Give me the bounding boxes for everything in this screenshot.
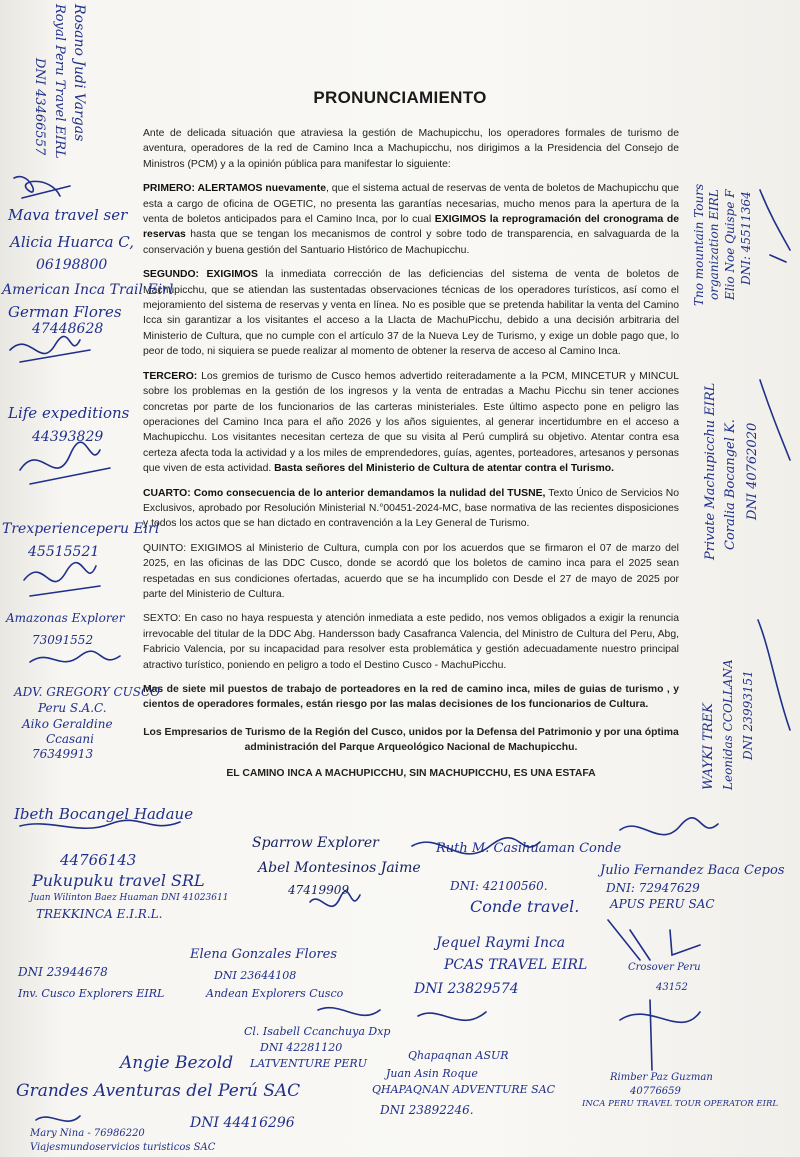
signature-scribble-9 [620,818,718,835]
segundo-text: la inmediata corrección de las deficiencias del sistema de venta de boletos de Machupicchu, que se atiendan las sustentadas observaciones técnicas de los operadores turísticos, así como el mejoramiento del sistema de reservas y venta en línea. No es posible que se pretenda habilitar la venta del Camino Icca sin garantizar a los visitantes el acceso a la Llacta de MachuPicchu, debido a una decisión arbitraria del Ministerio de Cultura, que no cumple con el artículo 37 de la Nueva Ley de Turismo, y exige un doble pago que, lo peor de todo, ni siquiera se puede realizar al momento de obtener la reserva de acceso al Camino Inca. [143,269,679,358]
signature-scribble-13 [620,1000,700,1070]
handwritten-left-11: Amazonas Explorer [6,611,125,625]
handwritten-bottom-19: APUS PERU SAC [610,897,715,911]
slogan: EL CAMINO INCA A MACHUPICCHU, SIN MACHUPICCHU, ES UNA ESTAFA [226,767,596,779]
signature-scribble-1 [14,177,70,198]
handwritten-top-left-3: DNI 43466557 [32,58,47,156]
handwritten-bottom-26: DNI 42281120 [260,1041,343,1054]
handwritten-bottom-24: DNI 23829574 [414,981,519,997]
handwritten-bottom-22: Jequel Raymi Inca [436,935,566,951]
signature-scribble-5 [30,651,120,662]
handwritten-bottom-35: Rimber Paz Guzman [610,1072,713,1083]
handwritten-bottom-37: INCA PERU TRAVEL TOUR OPERATOR EIRL [582,1099,779,1109]
handwritten-bottom-15: DNI: 42100560. [450,879,548,893]
segundo-lead: SEGUNDO: EXIGIMOS [143,269,258,281]
handwritten-right-3b: Leonidas CCOLLANA [721,659,735,790]
signature-scribble-14 [36,1116,80,1121]
signature-scribble-4 [24,563,100,596]
handwritten-left-13: ADV. GREGORY CUSCO [14,685,161,699]
handwritten-bottom-4: Juan Wilinton Baez Huaman DNI 41023611 [30,893,229,903]
handwritten-right-3c: DNI 23993151 [741,670,755,760]
handwritten-right-2a: Private Machupicchu EIRL [703,382,718,560]
handwritten-bottom-7: Inv. Cusco Explorers EIRL [18,987,165,1000]
handwritten-bottom-1: Ibeth Bocangel Hadaue [14,805,194,823]
handwritten-bottom-29: Juan Asin Roque [386,1067,478,1080]
handwritten-left-7: Life expeditions [8,404,130,422]
handwritten-bottom-10: 47419909 [288,883,350,897]
signature-scribble-8 [412,838,540,854]
handwritten-left-17: 76349913 [32,747,94,761]
handwritten-right-3a: WAYKI TREK [701,703,716,790]
signature-scribble-16 [760,380,790,460]
tercero-lead: TERCERO: [143,370,198,382]
handwritten-bottom-27: LATVENTURE PERU [250,1057,367,1070]
handwritten-right-1d: DNI: 45511364 [739,191,753,285]
handwritten-bottom-14: Ruth M. Casihuaman Conde [436,841,622,856]
signature-scribble-11 [318,1008,380,1016]
handwritten-bottom-25: Cl. Isabell Ccanchuya Dxp [244,1025,391,1038]
handwritten-bottom-2: 44766143 [60,851,137,869]
signature-scribble-17 [758,620,790,730]
handwritten-left-5: German Flores [8,303,122,321]
handwritten-left-1: Mava travel ser [8,206,128,224]
handwritten-right-1a: Tno mountain Tours [692,183,706,306]
handwritten-right-1b: organization EIRL [707,189,721,300]
handwritten-bottom-34: DNI 44416296 [190,1115,295,1131]
handwritten-bottom-9: Abel Montesinos Jaime [258,860,421,876]
tercero-tail: Basta señores del Ministerio de Cultura de atentar contra el Turismo. [274,463,615,475]
handwritten-bottom-5: TREKKINCA E.I.R.L. [36,907,163,921]
handwritten-left-14: Peru S.A.C. [38,701,107,715]
signature-scribble-2 [10,336,90,362]
primero-lead: PRIMERO: ALERTAMOS nuevamente [143,183,327,195]
primero-bold: EXIGIMOS la reprogramación del cronograma de reservas [143,214,680,241]
intro-paragraph: Ante de delicada situación que atraviesa la gestión de Machupicchu, los operadores formales de turismo de aventura, operadores de la red de Camino Inca a Machupicchu, nos dirigimos a la Presidencia del Consejo de Ministros (PCM) y a la opinión pública para manifestar lo siguiente: [143,128,679,170]
handwritten-left-3: 06198800 [36,257,108,273]
handwritten-right-1c: Elio Noe Quispe F [723,189,737,300]
paragraph-signatories: Los Empresarios de Turismo de la Región del Cusco, unidos por la Defensa del Patrimonio y por una óptima administración del Parque Arqueológico Nacional de Machupicchu. [143,726,679,754]
handwritten-top-left-2: Royal Peru Travel EIRL [52,4,67,159]
handwritten-bottom-8: Sparrow Explorer [252,835,379,851]
signature-scribble-15 [760,190,790,262]
primero-text-a: , que el sistema actual de reservas de venta de boletos de Machupicchu que esta a cargo de oficina de OGETIC, no presenta las garantías necesarias, mucho menos para la apertura de la venta de boletos anticipados para el Camino Inca, por lo cual [143,183,679,226]
document-title: PRONUNCIAMIENTO [313,88,487,107]
handwritten-bottom-23: PCAS TRAVEL EIRL [444,957,588,973]
handwritten-bottom-39: Viajesmundoservicios turisticos SAC [30,1142,216,1153]
handwritten-bottom-6: DNI 23944678 [18,965,108,979]
handwritten-bottom-11: Elena Gonzales Flores [190,947,338,962]
handwritten-left-12: 73091552 [32,633,94,647]
handwritten-bottom-38: Mary Nina - 76986220 [30,1128,145,1139]
paragraph-sexto: SEXTO: En caso no haya respuesta y atención inmediata a este pedido, nos vemos obligados a exigir la renuncia irrevocable del titular de la DDC Abg. Handersson bady Casafranca Valencia, del Ministro de Cultura del Peru, Abg, Fabricio Valencia, por su incapacidad para resolver esta problemática y gestión adecuadamente nuestro principal atractivo turístico, poniendo en peligro a todo el Destino Cusco - MachuPicchu. [143,613,679,671]
handwritten-left-9: Trexperienceperu Eirl [2,521,160,537]
handwritten-left-16: Ccasani [46,732,94,746]
cuarto-text: Texto Único de Servicios No Exclusivos, aprobado por Resolución Ministerial N.°00451-2024-MC, base normativa de las recientes disposiciones y todos los actos que se han dictado en contravención a la Ley General de Turismo. [143,487,679,530]
handwritten-left-6: 47448628 [32,321,104,337]
handwritten-top-left-1: Rosano Judi Vargas [71,4,87,142]
handwritten-left-15: Aiko Geraldine [22,717,113,731]
handwritten-left-10: 45515521 [28,544,100,560]
handwritten-bottom-12: DNI 23644108 [214,969,297,982]
cuarto-lead: CUARTO: Como consecuencia de lo anterior demandamos la nulidad del TUSNE, [143,487,546,499]
handwritten-bottom-21: 43152 [656,982,688,993]
paragraph-quinto: QUINTO: EXIGIMOS al Ministerio de Cultura, cumpla con por los acuerdos que se firmaron el 07 de marzo del 2025, en las oficinas de las DDC Cusco, donde se acordó que los boletos de camino inca para el 2025 sean respetadas en sus condiciones ofertadas, acuerdo que se ha incumplido con Desde el 27 de mayo de 2025 por parte del Ministerio de Cultura. [143,542,679,600]
primero-text-c: hasta que se tengan los mecanismos de control y sobre todo de transparencia, en salvaguarda de la conservación y buena gestión del Santuario Histórico de Machupicchu. [143,229,679,256]
handwritten-left-2: Alicia Huarca C, [10,233,135,251]
handwritten-left-4: American Inca Trail Eirl [2,282,174,298]
handwritten-bottom-30: QHAPAQNAN ADVENTURE SAC [372,1083,556,1096]
handwritten-bottom-3: Pukupuku travel SRL [32,871,205,890]
handwritten-bottom-13: Andean Explorers Cusco [206,987,344,1000]
signature-scribble-7 [310,891,360,906]
handwritten-right-2b: Coralia Bocangel K. [723,419,738,550]
handwritten-bottom-18: DNI: 72947629 [606,881,700,895]
handwritten-bottom-28: Qhapaqnan ASUR [408,1049,509,1062]
handwritten-bottom-16: Conde travel. [470,897,580,916]
signature-scribble-6 [20,820,180,828]
handwritten-bottom-17: Julio Fernandez Baca Cepos [600,863,785,878]
handwritten-bottom-31: DNI 23892246. [380,1103,474,1117]
signature-scribble-3 [20,442,110,484]
signature-scribble-12 [418,1012,486,1020]
handwritten-bottom-32: Angie Bezold [120,1053,234,1073]
signature-scribble-10 [608,920,700,960]
handwritten-right-2c: DNI 40762020 [745,422,760,520]
handwritten-left-8: 44393829 [32,429,104,445]
handwritten-bottom-20: Crosover Peru [628,962,701,973]
handwritten-bottom-36: 40776659 [630,1086,681,1097]
paragraph-workers: Mas de siete mil puestos de trabajo de porteadores en la red de camino inca, miles de guias de turismo , y cientos de operadores formales, están riesgo por las malas decisiones de los funcionarios de Cultura. [143,684,679,711]
handwritten-bottom-33: Grandes Aventuras del Perú SAC [16,1081,301,1101]
tercero-text: Los gremios de turismo de Cusco hemos advertido reiteradamente a la PCM, MINCETUR y MINCUL sobre los problemas en la gestión de los ingresos y la venta de entradas a Machu Picchu sin tener acciones concretas por parte de los funcionarios de las carteras ministeriales. Este último aspecto pone en peligro las operaciones del Camino Inca para el año 2026 y los años siguientes, al generar incertidumbre en el acceso a Machupicchu. Los visitantes necesitan certeza de que su visita al Perú cumplirá su objetivo. Atentar contra esa certeza afecta toda la actividad y a los miles de emprendedores, guías, agentes, porteadores, artesanos y personas que viven de esta actividad. [143,370,679,475]
